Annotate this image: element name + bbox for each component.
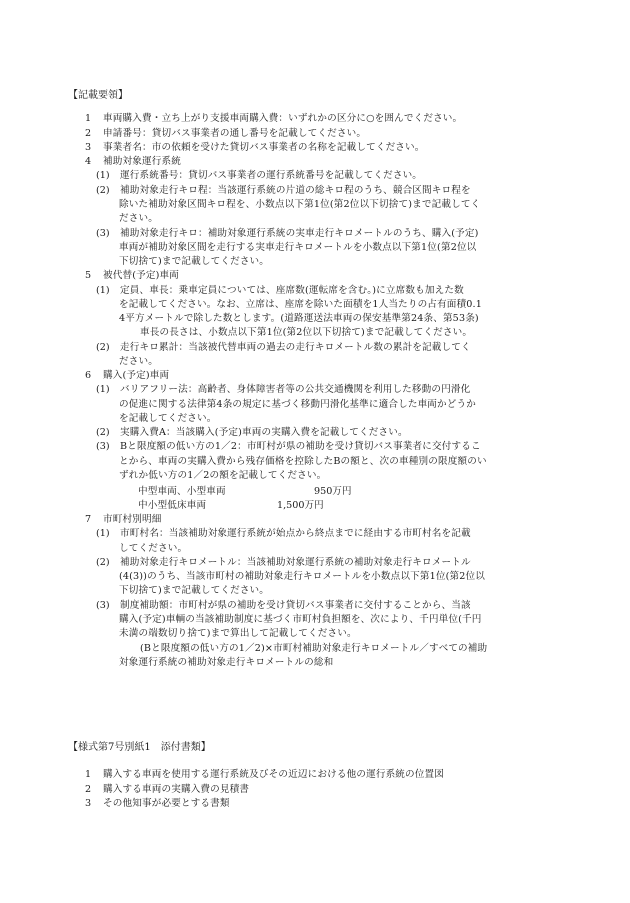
- instruction-line: 補助対象運行系統: [103, 156, 181, 167]
- attachments-heading: 【様式第7号別紙1 添付書類】: [68, 742, 211, 753]
- instruction-line: 購入(予定)車両: [103, 370, 170, 381]
- instruction-line: (Bと限度額の低い方の1／2)×市町村補助対象走行キロメートル／すべての補助: [140, 643, 488, 654]
- instruction-number: (3): [96, 600, 110, 611]
- instruction-number: 5: [85, 270, 92, 281]
- instruction-number: 1: [85, 113, 92, 124]
- instruction-line: を記載してください。なお、立席は、座席を除いた面積を1人当たりの占有面積0.1: [119, 299, 482, 310]
- instruction-line: 中型車両、小型車両: [138, 486, 226, 497]
- instruction-line: 補助対象走行キロ程：当該運行系統の片道の総キロ程のうち、競合区間キロ程を: [120, 185, 471, 196]
- attachment-line: 購入する車両の実購入費の見積書: [103, 784, 250, 795]
- instruction-line: とから、車両の実購入費から残存価格を控除したBの額と、次の車種別の限度額のい: [119, 456, 487, 467]
- instruction-number: (2): [96, 427, 110, 438]
- instructions-heading: 【記載要領】: [68, 90, 128, 101]
- instruction-line: 対象運行系統の補助対象走行キロメートルの総和: [119, 657, 334, 668]
- instruction-number: (2): [96, 557, 110, 568]
- instruction-number: (1): [96, 384, 110, 395]
- instruction-number: (1): [96, 285, 110, 296]
- instruction-line: バリアフリー法：高齢者、身体障害者等の公共交通機関を利用した移動の円滑化: [120, 384, 471, 395]
- instruction-number: (3): [96, 228, 110, 239]
- instruction-line: 下切捨て)まで記載してください。: [119, 585, 270, 596]
- instruction-line: 実購入費A：当該購入(予定)車両の実購入費を記載してください。: [120, 427, 408, 438]
- instruction-number: 7: [85, 514, 92, 525]
- instruction-line: 車両が補助対象区間を走行する実車走行キロメートルを小数点以下第1位(第2位以: [119, 242, 477, 253]
- attachment-number: 2: [85, 784, 92, 795]
- instruction-line: (4(3))のうち、当該市町村の補助対象走行キロメートルを小数点以下第1位(第2位以: [119, 571, 486, 582]
- instruction-number: 3: [85, 142, 92, 153]
- instruction-line: ずれか低い方の1／2の額を記載してください。: [119, 470, 327, 481]
- instruction-line: 事業者名：市の依頼を受けた貸切バス事業者の名称を記載してください。: [103, 142, 425, 153]
- instruction-line: 未満の端数切り捨て)まで算出して記載してください。: [119, 628, 357, 639]
- instruction-line: 運行系統番号：貸切バス事業者の運行系統番号を記載してください。: [120, 170, 423, 181]
- instruction-number: (2): [96, 185, 110, 196]
- amount-low-floor: 1,500万円: [277, 500, 324, 511]
- instruction-line: 下切捨て)まで記載してください。: [119, 256, 270, 267]
- instruction-line: 中小型低床車両: [138, 500, 207, 511]
- instruction-line: 車長の長さは、小数点以下第1位(第2位以下切捨て)まで記載してください。: [140, 327, 473, 338]
- instruction-line: 補助対象走行キロ：補助対象運行系統の実車走行キロメートルのうち、購入(予定): [120, 228, 479, 239]
- attachment-number: 3: [85, 798, 92, 809]
- instruction-line: 走行キロ累計：当該被代替車両の過去の走行キロメートル数の累計を記載してく: [120, 342, 471, 353]
- instruction-number: 6: [85, 370, 92, 381]
- instruction-number: (1): [96, 528, 110, 539]
- instruction-line: 車両購入費・立ち上がり支援車両購入費：いずれかの区分に○を囲んでください。: [103, 113, 463, 124]
- instruction-line: 除いた補助対象区間キロ程を、小数点以下第1位(第2位以下切捨て)まで記載してく: [119, 199, 481, 210]
- instruction-line: 4平方メートルで除した数とします。(道路運送法車両の保安基準第24条、第53条): [119, 313, 479, 324]
- instruction-number: (2): [96, 342, 110, 353]
- attachment-line: 購入する車両を使用する運行系統及びその近辺における他の運行系統の位置図: [103, 769, 445, 780]
- instruction-line: 補助対象走行キロメートル：当該補助対象運行系統の補助対象走行キロメートル: [120, 557, 471, 568]
- instruction-line: 定員、車長：乗車定員については、座席数(運転席を含む。)に立席数も加えた数: [120, 285, 464, 296]
- instruction-line: 被代替(予定)車両: [103, 270, 179, 281]
- instruction-number: (3): [96, 441, 110, 452]
- instruction-line: 申請番号：貸切バス事業者の通し番号を記載してください。: [103, 128, 367, 139]
- instruction-line: ださい。: [119, 356, 158, 367]
- instruction-line: ださい。: [119, 213, 158, 224]
- instruction-line: してください。: [119, 543, 188, 554]
- instruction-line: の促進に関する法律第4条の規定に基づく移動円滑化基準に適合した車両かどうか: [119, 399, 477, 410]
- instruction-line: Bと限度額の低い方の1／2：市町村が県の補助を受け貸切バス事業者に交付するこ: [120, 441, 481, 452]
- amount-medium-small: 950万円: [314, 486, 352, 497]
- instruction-line: 制度補助額：市町村が県の補助を受け貸切バス事業者に交付することから、当該: [120, 600, 471, 611]
- attachment-number: 1: [85, 769, 92, 780]
- attachment-line: その他知事が必要とする書類: [103, 798, 230, 809]
- instruction-number: 4: [85, 156, 92, 167]
- instruction-line: 購入(予定)車輌の当該補助制度に基づく市町村負担額を、次により、千円単位(千円: [119, 614, 482, 625]
- instruction-line: 市町村別明細: [103, 514, 162, 525]
- instruction-number: 2: [85, 128, 92, 139]
- instruction-line: を記載してください。: [119, 413, 217, 424]
- instruction-line: 市町村名：当該補助対象運行系統が始点から終点までに経由する市町村名を記載: [120, 528, 471, 539]
- instruction-number: (1): [96, 170, 110, 181]
